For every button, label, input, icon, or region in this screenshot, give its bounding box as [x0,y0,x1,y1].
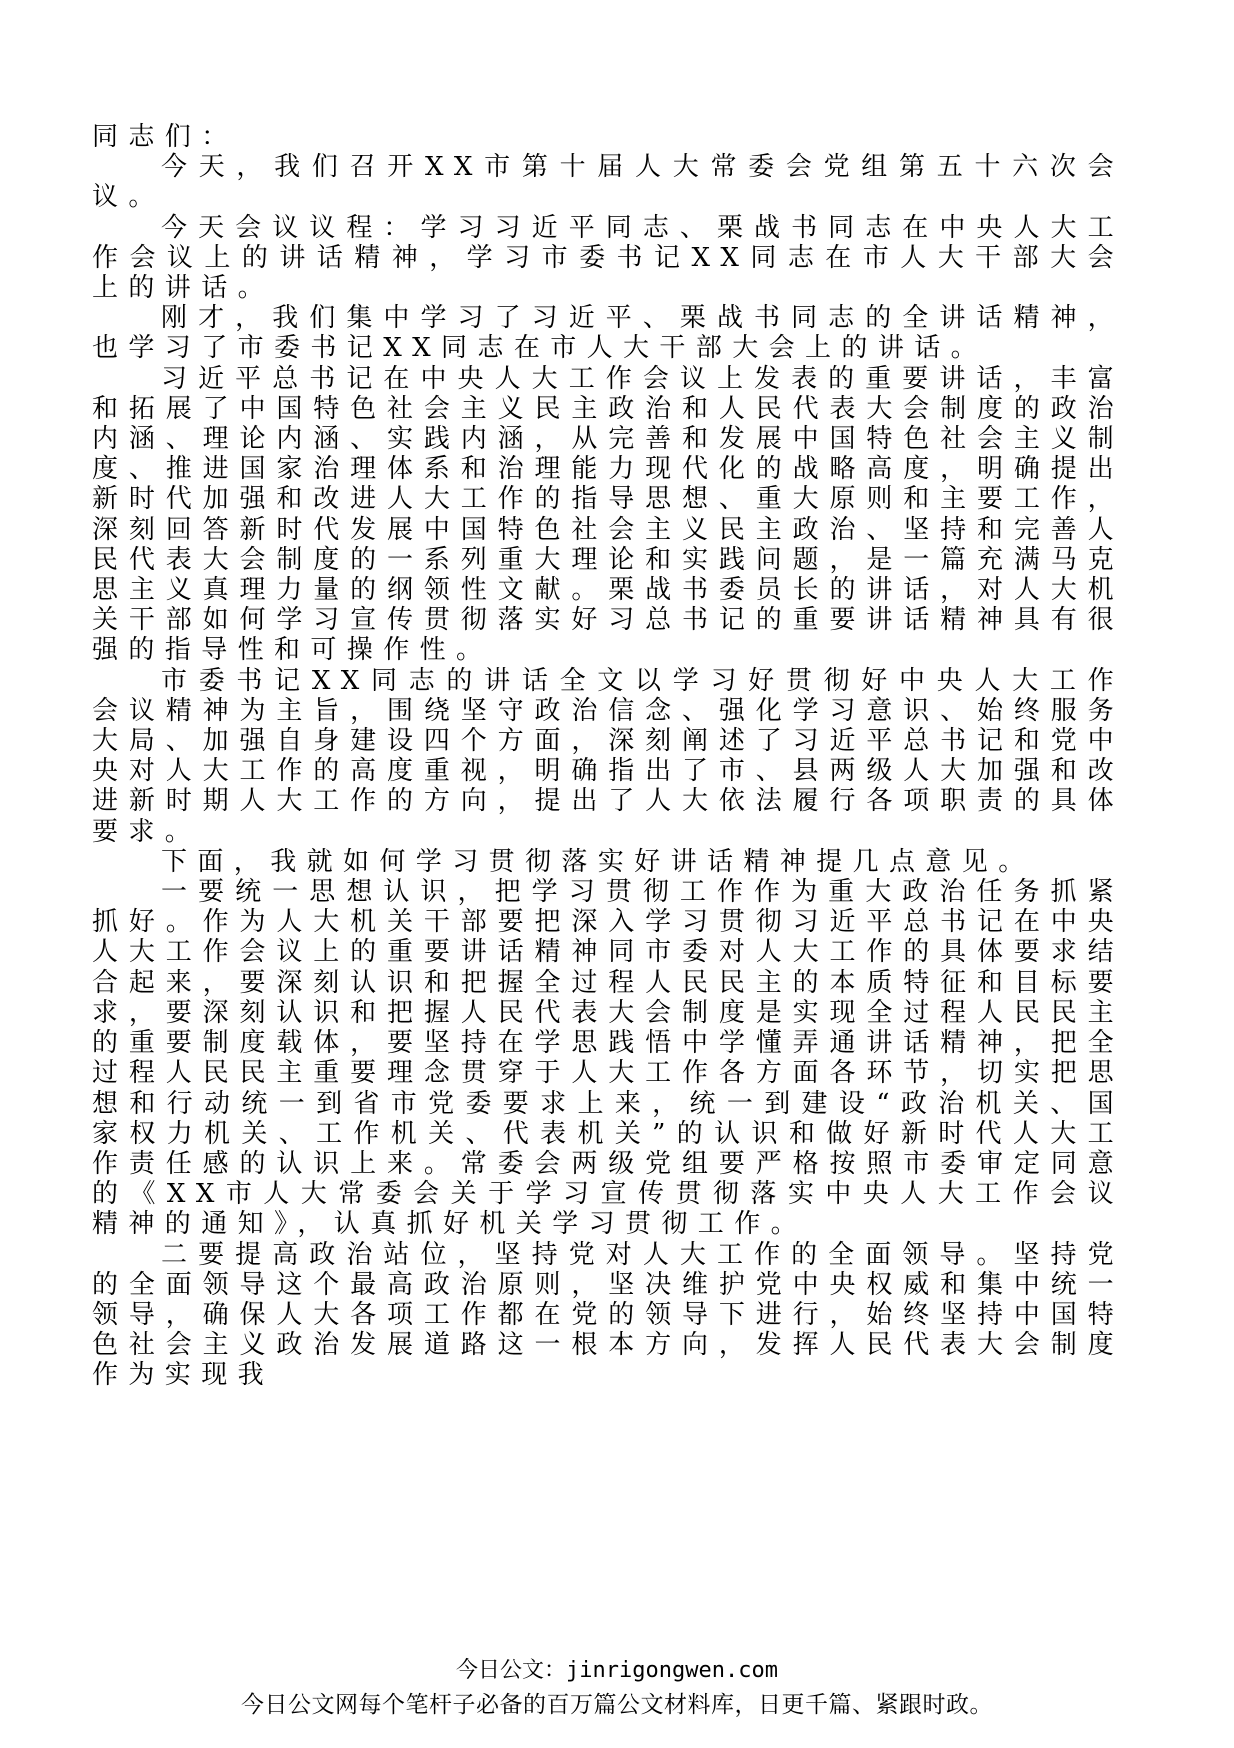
footer-site-link[interactable]: jinrigongwen.com [566,1658,778,1683]
paragraph-point-one: 一要统一思想认识，把学习贯彻工作作为重大政治任务抓紧抓好。作为人大机关干部要把深入学习贯彻习近平总书记在中央人大工作会议上的重要讲话精神同市委对人大工作的具体要求结合起来，要深刻认识和把握全过程人民民主的本质特征和目标要求，要深刻认识和把握人民代表大会制度是实现全过程人民民主的重要制度载体，要坚持在学思践悟中学懂弄通讲话精神，把全过程人民民主重要理念贯穿于人大工作各方面各环节，切实把思想和行动统一到省市党委要求上来，统一到建设“政治机关、国家权力机关、工作机关、代表机关”的认识和做好新时代人大工作责任感的认识上来。常委会两级党组要严格按照市委审定同意的《XX市人大常委会关于学习宣传贯彻落实中央人大工作会议精神的通知》，认真抓好机关学习贯彻工作。 [92,877,1124,1240]
footer-brand-label: 今日公文： [456,1658,567,1683]
paragraph-point-two: 二要提高政治站位，坚持党对人大工作的全面领导。坚持党的全面领导这个最高政治原则，坚决维护党中央权威和集中统一领导，确保人大各项工作都在党的领导下进行，始终坚持中国特色社会主义政治发展道路这一根本方向，发挥人民代表大会制度作为实现我 [92,1239,1124,1391]
paragraph-study-review: 刚才，我们集中学习了习近平、栗战书同志的全讲话精神，也学习了市委书记XX同志在市人大干部大会上的讲话。 [92,303,1124,364]
paragraph-xi-speech: 习近平总书记在中央人大工作会议上发表的重要讲话，丰富和拓展了中国特色社会主义民主政治和人民代表大会制度的政治内涵、理论内涵、实践内涵，从完善和发展中国特色社会主义制度、推进国家治理体系和治理能力现代化的战略高度，明确提出新时代加强和改进人大工作的指导思想、重大原则和主要工作，深刻回答新时代发展中国特色社会主义民主政治、坚持和完善人民代表大会制度的一系列重大理论和实践问题，是一篇充满马克思主义真理力量的纲领性文献。栗战书委员长的讲话，对人大机关干部如何学习宣传贯彻落实好习总书记的重要讲话精神具有很强的指导性和可操作性。 [92,363,1124,666]
document-body [92,122,1124,1391]
footer-tagline: 今日公文网每个笔杆子必备的百万篇公文材料库，日更千篇、紧跟时政。 [241,1692,993,1718]
paragraph-agenda: 今天会议议程：学习习近平同志、栗战书同志在中央人大工作会议上的讲话精神，学习市委书记XX同志在市人大干部大会上的讲话。 [92,212,1124,304]
salutation: 同志们： [92,122,238,152]
paragraph-opinions-intro: 下面，我就如何学习贯彻落实好讲话精神提几点意见。 [161,846,1035,877]
paragraph-secretary-speech: 市委书记XX同志的讲话全文以学习好贯彻好中央人大工作会议精神为主旨，围绕坚守政治信念、强化学习意识、始终服务大局、加强自身建设四个方面，深刻阐述了习近平总书记和党中央对人大工作的高度重视，明确指出了市、县两级人大加强和改进新时期人大工作的方向，提出了人大依法履行各项职责的具体要求。 [92,665,1124,847]
paragraph-meeting-opening: 今天，我们召开XX市第十届人大常委会党组第五十六次会议。 [92,152,1124,213]
footer-brand-line [0,1657,1234,1685]
